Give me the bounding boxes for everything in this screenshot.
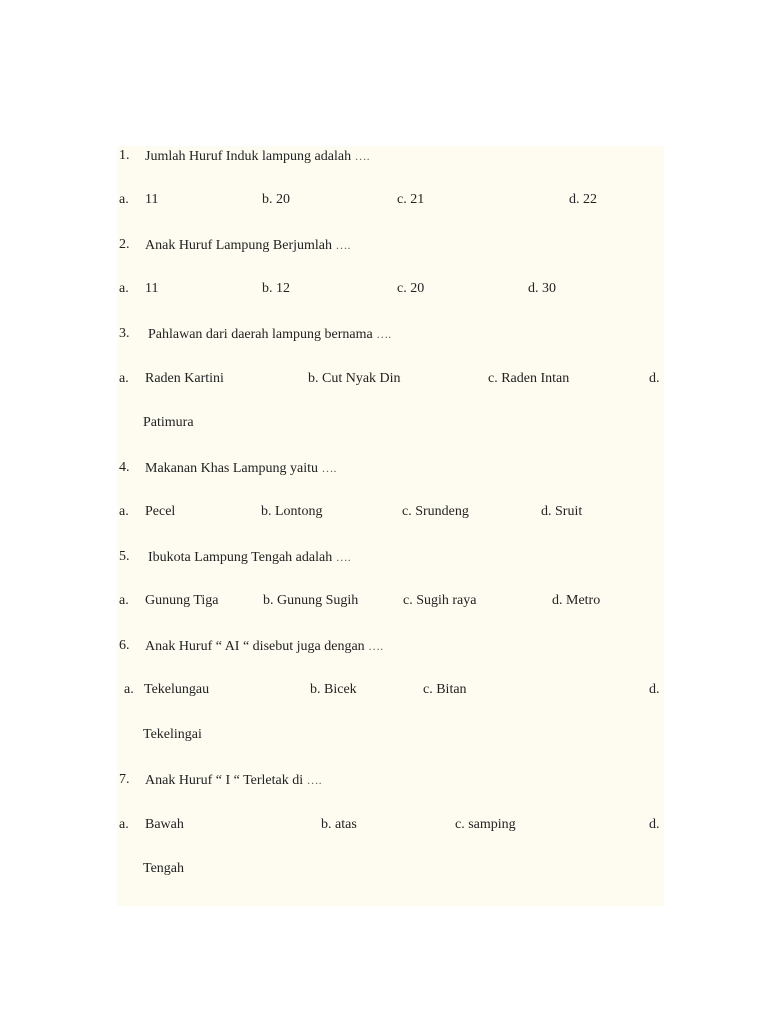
- question-number: 6.: [119, 638, 130, 653]
- question-text: Pahlawan dari daerah lampung bernama: [148, 327, 373, 342]
- question-dots: ….: [321, 461, 337, 475]
- question-2: [119, 236, 130, 254]
- option-a: Gunung Tiga: [145, 593, 219, 608]
- question-1-text-line: [145, 147, 370, 166]
- option-d: d. Metro: [552, 593, 601, 608]
- question-text: Anak Huruf “ I “ Terletak di: [145, 773, 304, 788]
- question-number: 5.: [119, 549, 130, 564]
- option-a: Raden Kartini: [145, 371, 224, 386]
- option-a: Bawah: [145, 817, 184, 832]
- question-number: 1.: [119, 148, 130, 163]
- option-d: d.: [649, 682, 660, 697]
- question-dots: ….: [354, 149, 370, 163]
- option-a: Tekelungau: [144, 682, 210, 697]
- option-d-continuation: Patimura: [143, 415, 194, 430]
- option-d: d.: [649, 817, 660, 832]
- question-text: Jumlah Huruf Induk lampung adalah: [145, 149, 352, 164]
- question-3-text-line: [148, 325, 391, 344]
- question-text: Makanan Khas Lampung yaitu: [145, 461, 319, 476]
- question-text: Anak Huruf Lampung Berjumlah: [145, 238, 333, 253]
- question-5-text-line: [148, 548, 351, 567]
- question-dots: ….: [306, 773, 322, 787]
- option-b: b. Gunung Sugih: [263, 593, 359, 608]
- option-c: c. Raden Intan: [488, 371, 570, 386]
- option-b: b. 20: [262, 192, 290, 207]
- option-b: b. Lontong: [261, 504, 323, 519]
- option-c: c. 21: [397, 192, 425, 207]
- question-text: Ibukota Lampung Tengah adalah: [148, 550, 333, 565]
- question-number: 2.: [119, 237, 130, 252]
- question-3: [119, 325, 130, 343]
- option-b: b. Bicek: [310, 682, 357, 697]
- option-b: b. 12: [262, 281, 290, 296]
- option-b: b. atas: [321, 817, 357, 832]
- question-dots: ….: [335, 238, 351, 252]
- option-letter: a.: [119, 281, 129, 296]
- quiz-page: [117, 146, 664, 906]
- question-6: [119, 637, 130, 655]
- option-letter: a.: [119, 817, 129, 832]
- option-b: b. Cut Nyak Din: [308, 371, 401, 386]
- question-7: [119, 771, 130, 789]
- option-d-continuation: Tengah: [143, 861, 185, 876]
- option-c: c. Bitan: [423, 682, 467, 697]
- option-d: d. 30: [528, 281, 556, 296]
- option-letter: a.: [119, 192, 129, 207]
- question-dots: ….: [335, 550, 351, 564]
- option-letter: a.: [124, 682, 134, 697]
- question-dots: ….: [376, 327, 392, 341]
- option-c: c. Sugih raya: [403, 593, 477, 608]
- question-2-text-line: [145, 236, 351, 255]
- question-number: 4.: [119, 460, 130, 475]
- option-c: c. samping: [455, 817, 516, 832]
- question-4-text-line: [145, 459, 337, 478]
- question-number: 3.: [119, 326, 130, 341]
- option-letter: a.: [119, 504, 129, 519]
- option-a: 11: [145, 281, 159, 296]
- question-4: [119, 459, 130, 477]
- option-d: d. Sruit: [541, 504, 583, 519]
- question-6-text-line: [145, 637, 383, 656]
- option-a: Pecel: [145, 504, 176, 519]
- question-7-text-line: [145, 771, 322, 790]
- question-5: [119, 548, 130, 566]
- question-text: Anak Huruf “ AI “ disebut juga dengan: [145, 639, 365, 654]
- question-dots: ….: [368, 639, 384, 653]
- option-d: d.: [649, 371, 660, 386]
- option-c: c. Srundeng: [402, 504, 469, 519]
- option-letter: a.: [119, 371, 129, 386]
- option-letter: a.: [119, 593, 129, 608]
- option-d: d. 22: [569, 192, 597, 207]
- question-1: [119, 147, 130, 165]
- option-c: c. 20: [397, 281, 425, 296]
- question-number: 7.: [119, 772, 130, 787]
- option-d-continuation: Tekelingai: [143, 727, 202, 742]
- option-a: 11: [145, 192, 159, 207]
